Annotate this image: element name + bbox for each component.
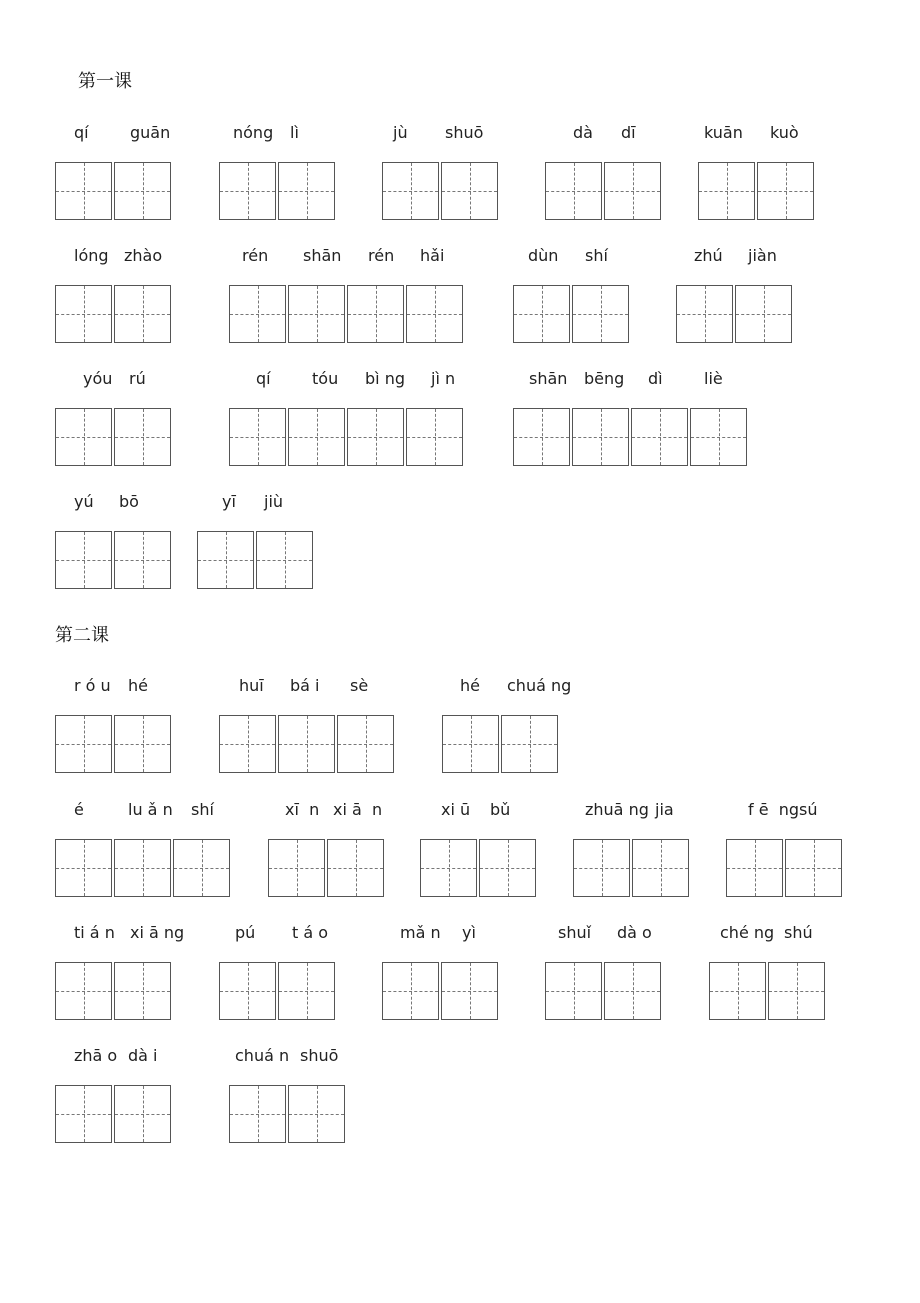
writing-cell[interactable] [501,715,558,773]
writing-cell[interactable] [114,962,171,1020]
writing-grid[interactable] [55,531,173,589]
pinyin-syllable: pú [235,923,256,942]
writing-cell[interactable] [327,839,384,897]
writing-grid[interactable] [726,839,844,897]
writing-cell[interactable] [114,531,171,589]
writing-cell[interactable] [420,839,477,897]
writing-cell[interactable] [441,162,498,220]
writing-cell[interactable] [337,715,394,773]
pinyin-syllable: qí [256,369,271,388]
pinyin-syllable: tóu [312,369,339,388]
writing-cell[interactable] [572,408,629,466]
writing-cell[interactable] [382,962,439,1020]
writing-cell[interactable] [278,962,335,1020]
writing-cell[interactable] [114,1085,171,1143]
writing-cell[interactable] [288,1085,345,1143]
pinyin-syllable: xi ā n [333,800,383,819]
writing-grid[interactable] [219,962,337,1020]
writing-cell[interactable] [545,162,602,220]
writing-cell[interactable] [288,285,345,343]
lesson-title: 第二课 [55,625,109,646]
writing-cell[interactable] [785,839,842,897]
writing-grid[interactable] [268,839,386,897]
writing-cell[interactable] [55,408,112,466]
writing-cell[interactable] [690,408,747,466]
pinyin-syllable: r ó u [74,676,111,695]
writing-cell[interactable] [406,408,463,466]
writing-grid[interactable] [229,285,465,343]
pinyin-syllable: xī n [285,800,320,819]
pinyin-syllable: t á o [292,923,329,942]
pinyin-syllable: yì [462,923,476,942]
writing-grid[interactable] [420,839,538,897]
pinyin-syllable: kuò [770,123,799,142]
writing-cell[interactable] [768,962,825,1020]
writing-grid[interactable] [55,962,173,1020]
pinyin-syllable: rén [368,246,395,265]
pinyin-syllable: lì [290,123,299,142]
pinyin-syllable: nóng [233,123,274,142]
pinyin-syllable: zhú [694,246,723,265]
pinyin-syllable: jù [393,123,408,142]
pinyin-syllable: bēng [584,369,625,388]
pinyin-syllable: chuá n [235,1046,290,1065]
pinyin-syllable: jiù [264,492,284,511]
writing-grid[interactable] [573,839,691,897]
writing-cell[interactable] [55,715,112,773]
writing-cell[interactable] [347,285,404,343]
writing-cell[interactable] [114,408,171,466]
writing-cell[interactable] [219,162,276,220]
pinyin-syllable: bá i [290,676,320,695]
writing-cell[interactable] [219,962,276,1020]
writing-cell[interactable] [219,715,276,773]
writing-grid[interactable] [545,162,663,220]
writing-grid[interactable] [55,408,173,466]
writing-cell[interactable] [55,285,112,343]
writing-cell[interactable] [114,162,171,220]
writing-grid[interactable] [55,839,232,897]
pinyin-syllable: dì [648,369,663,388]
pinyin-syllable: shuō [300,1046,339,1065]
writing-cell[interactable] [268,839,325,897]
writing-cell[interactable] [573,839,630,897]
pinyin-syllable: chuá ng [507,676,572,695]
pinyin-syllable: huī [239,676,264,695]
pinyin-syllable: dī [621,123,636,142]
pinyin-syllable: shí [191,800,214,819]
writing-grid[interactable] [513,285,631,343]
pinyin-syllable: jia [655,800,674,819]
pinyin-syllable: kuān [704,123,743,142]
writing-cell[interactable] [197,531,254,589]
pinyin-syllable: hǎi [420,246,445,265]
pinyin-syllable: ti á n [74,923,115,942]
pinyin-syllable: lóng [74,246,109,265]
pinyin-syllable: rén [242,246,269,265]
writing-grid[interactable] [55,1085,173,1143]
writing-cell[interactable] [55,1085,112,1143]
pinyin-syllable: hé [460,676,480,695]
writing-cell[interactable] [114,839,171,897]
writing-grid[interactable] [219,715,396,773]
writing-cell[interactable] [441,962,498,1020]
pinyin-syllable: shān [303,246,342,265]
writing-cell[interactable] [726,839,783,897]
writing-cell[interactable] [757,162,814,220]
writing-cell[interactable] [278,715,335,773]
writing-grid[interactable] [545,962,663,1020]
writing-cell[interactable] [55,531,112,589]
writing-grid[interactable] [382,962,500,1020]
pinyin-syllable: sè [350,676,369,695]
writing-cell[interactable] [604,962,661,1020]
writing-grid[interactable] [709,962,827,1020]
pinyin-syllable: shuǐ [558,923,592,942]
pinyin-syllable: yī [222,492,236,511]
writing-grid[interactable] [55,715,173,773]
pinyin-syllable: shān [529,369,568,388]
writing-cell[interactable] [513,408,570,466]
pinyin-syllable: dà i [128,1046,158,1065]
writing-cell[interactable] [631,408,688,466]
writing-cell[interactable] [513,285,570,343]
pinyin-syllable: xi ā ng [130,923,185,942]
writing-cell[interactable] [406,285,463,343]
pinyin-syllable: f ē ng [748,800,800,819]
pinyin-syllable: yú [74,492,94,511]
writing-cell[interactable] [676,285,733,343]
writing-cell[interactable] [604,162,661,220]
writing-grid[interactable] [698,162,816,220]
writing-cell[interactable] [229,408,286,466]
pinyin-syllable: dà o [617,923,652,942]
pinyin-syllable: bǔ [490,800,511,819]
pinyin-syllable: shú [784,923,813,942]
pinyin-syllable: zhuā ng [585,800,649,819]
pinyin-syllable: guān [130,123,171,142]
pinyin-syllable: zhā o [74,1046,118,1065]
writing-cell[interactable] [632,839,689,897]
pinyin-syllable: dà [573,123,593,142]
writing-cell[interactable] [55,839,112,897]
pinyin-syllable: bō [119,492,139,511]
writing-cell[interactable] [114,285,171,343]
lesson-title: 第一课 [78,71,132,92]
pinyin-syllable: yóu [83,369,113,388]
pinyin-syllable: shí [585,246,608,265]
pinyin-syllable: bì ng [365,369,405,388]
writing-cell[interactable] [572,285,629,343]
writing-cell[interactable] [55,962,112,1020]
writing-grid[interactable] [197,531,315,589]
writing-grid[interactable] [513,408,749,466]
writing-grid[interactable] [55,285,173,343]
writing-grid[interactable] [442,715,560,773]
writing-cell[interactable] [278,162,335,220]
pinyin-syllable: é [74,800,84,819]
writing-grid[interactable] [382,162,500,220]
pinyin-syllable: hé [128,676,148,695]
pinyin-syllable: ché ng [720,923,775,942]
writing-cell[interactable] [545,962,602,1020]
pinyin-syllable: rú [129,369,146,388]
pinyin-syllable: lu ǎ n [128,800,173,819]
writing-cell[interactable] [55,162,112,220]
writing-cell[interactable] [256,531,313,589]
pinyin-syllable: qí [74,123,89,142]
writing-cell[interactable] [347,408,404,466]
writing-cell[interactable] [229,1085,286,1143]
pinyin-syllable: liè [704,369,723,388]
pinyin-syllable: dùn [528,246,559,265]
pinyin-syllable: shuō [445,123,484,142]
writing-cell[interactable] [479,839,536,897]
writing-cell[interactable] [709,962,766,1020]
pinyin-syllable: sú [799,800,818,819]
writing-grid[interactable] [676,285,794,343]
writing-cell[interactable] [288,408,345,466]
writing-cell[interactable] [382,162,439,220]
writing-grid[interactable] [229,1085,347,1143]
writing-cell[interactable] [735,285,792,343]
writing-cell[interactable] [114,715,171,773]
writing-cell[interactable] [698,162,755,220]
writing-cell[interactable] [442,715,499,773]
writing-grid[interactable] [55,162,173,220]
writing-grid[interactable] [219,162,337,220]
pinyin-syllable: xi ū [441,800,471,819]
pinyin-syllable: zhào [124,246,163,265]
writing-cell[interactable] [173,839,230,897]
writing-cell[interactable] [229,285,286,343]
pinyin-syllable: jiàn [748,246,777,265]
pinyin-syllable: jì n [431,369,456,388]
writing-grid[interactable] [229,408,465,466]
pinyin-syllable: mǎ n [400,923,441,942]
